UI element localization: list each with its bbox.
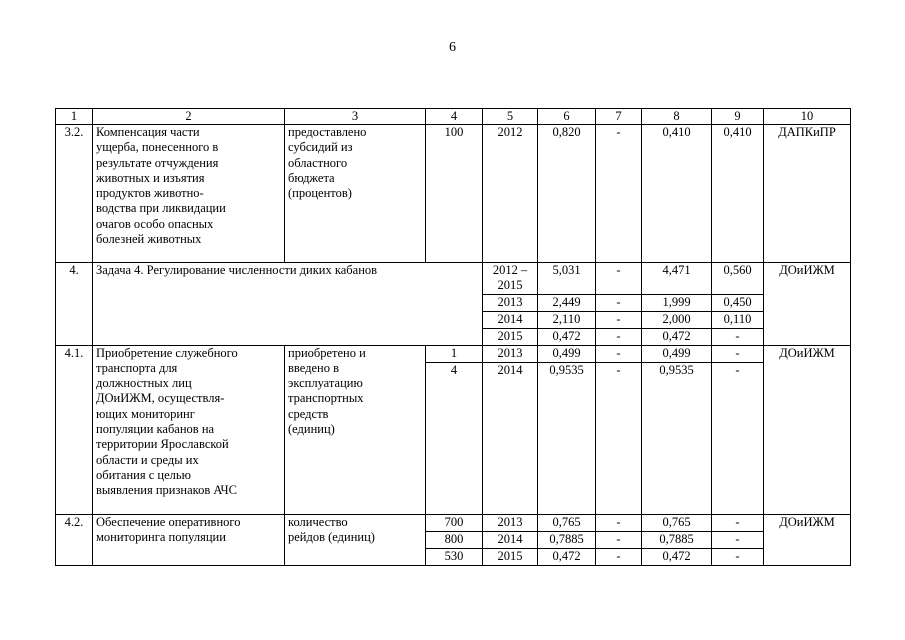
other-amount: 0,450 — [712, 294, 764, 311]
federal-amount: - — [596, 548, 642, 565]
regional-amount: 0,499 — [642, 345, 712, 362]
row-number: 4. — [56, 263, 93, 346]
task-title: Задача 4. Регулирование численности диких кабанов — [93, 263, 483, 346]
regional-amount: 0,9535 — [642, 362, 712, 514]
indicator-name: приобретено и введено в эксплуатацию транспортных средств (единиц) — [285, 345, 426, 514]
year: 2013 — [483, 514, 538, 531]
executor: ДОиИЖМ — [764, 263, 851, 346]
other-amount: 0,560 — [712, 263, 764, 295]
executor: ДАПКиПР — [764, 125, 851, 263]
indicator-value: 4 — [426, 362, 483, 514]
year: 2013 — [483, 294, 538, 311]
col-5-header: 5 — [483, 109, 538, 125]
federal-amount: - — [596, 311, 642, 328]
other-amount: - — [712, 514, 764, 531]
regional-amount: 0,472 — [642, 328, 712, 345]
row-number: 4.1. — [56, 345, 93, 514]
federal-amount: - — [596, 294, 642, 311]
federal-amount: - — [596, 362, 642, 514]
col-1-header: 1 — [56, 109, 93, 125]
year: 2015 — [483, 328, 538, 345]
other-amount: - — [712, 328, 764, 345]
federal-amount: - — [596, 328, 642, 345]
year: 2012 — [483, 125, 538, 263]
row-number: 3.2. — [56, 125, 93, 263]
col-6-header: 6 — [538, 109, 596, 125]
row-number: 4.2. — [56, 514, 93, 565]
table-row — [56, 263, 851, 295]
indicator-name: количество рейдов (единиц) — [285, 514, 426, 565]
activity-name: Компенсация части ущерба, понесенного в результате отчуждения животных и изъятия продуктов животно- водства при ликвидации очагов особо опасных болезней животных — [93, 125, 285, 263]
indicator-value: 700 — [426, 514, 483, 531]
regional-amount: 1,999 — [642, 294, 712, 311]
total-amount: 2,449 — [538, 294, 596, 311]
year: 2013 — [483, 345, 538, 362]
regional-amount: 0,765 — [642, 514, 712, 531]
other-amount: 0,110 — [712, 311, 764, 328]
total-amount: 0,499 — [538, 345, 596, 362]
federal-amount: - — [596, 531, 642, 548]
federal-amount: - — [596, 345, 642, 362]
federal-amount: - — [596, 125, 642, 263]
executor: ДОиИЖМ — [764, 345, 851, 514]
year: 2014 — [483, 362, 538, 514]
col-7-header: 7 — [596, 109, 642, 125]
indicator-name: предоставлено субсидий из областного бюджета (процентов) — [285, 125, 426, 263]
regional-amount: 0,472 — [642, 548, 712, 565]
col-10-header: 10 — [764, 109, 851, 125]
page-number: 6 — [449, 40, 456, 55]
total-amount: 0,7885 — [538, 531, 596, 548]
other-amount: - — [712, 345, 764, 362]
year: 2014 — [483, 531, 538, 548]
other-amount: 0,410 — [712, 125, 764, 263]
regional-amount: 0,7885 — [642, 531, 712, 548]
activity-name: Приобретение служебного транспорта для должностных лиц ДОиИЖМ, осуществля- ющих мониторинг популяции кабанов на территории Ярославской области и среды их обитания с целью выявления признаков АЧС — [93, 345, 285, 514]
regional-amount: 2,000 — [642, 311, 712, 328]
total-amount: 0,472 — [538, 328, 596, 345]
indicator-value: 1 — [426, 345, 483, 362]
col-4-header: 4 — [426, 109, 483, 125]
table-row — [56, 345, 851, 362]
col-9-header: 9 — [712, 109, 764, 125]
total-amount: 5,031 — [538, 263, 596, 295]
other-amount: - — [712, 548, 764, 565]
federal-amount: - — [596, 263, 642, 295]
col-8-header: 8 — [642, 109, 712, 125]
indicator-value: 800 — [426, 531, 483, 548]
col-2-header: 2 — [93, 109, 285, 125]
total-amount: 0,9535 — [538, 362, 596, 514]
total-amount: 0,472 — [538, 548, 596, 565]
regional-amount: 4,471 — [642, 263, 712, 295]
col-3-header: 3 — [285, 109, 426, 125]
column-number-row — [56, 109, 851, 125]
executor: ДОиИЖМ — [764, 514, 851, 565]
year: 2012 – 2015 — [483, 263, 538, 295]
year: 2015 — [483, 548, 538, 565]
table-row — [56, 514, 851, 531]
indicator-value: 100 — [426, 125, 483, 263]
activity-name: Обеспечение оперативного мониторинга популяции — [93, 514, 285, 565]
other-amount: - — [712, 531, 764, 548]
total-amount: 0,820 — [538, 125, 596, 263]
table-row — [56, 125, 851, 263]
program-table — [55, 108, 851, 566]
total-amount: 0,765 — [538, 514, 596, 531]
federal-amount: - — [596, 514, 642, 531]
regional-amount: 0,410 — [642, 125, 712, 263]
indicator-value: 530 — [426, 548, 483, 565]
total-amount: 2,110 — [538, 311, 596, 328]
year: 2014 — [483, 311, 538, 328]
other-amount: - — [712, 362, 764, 514]
